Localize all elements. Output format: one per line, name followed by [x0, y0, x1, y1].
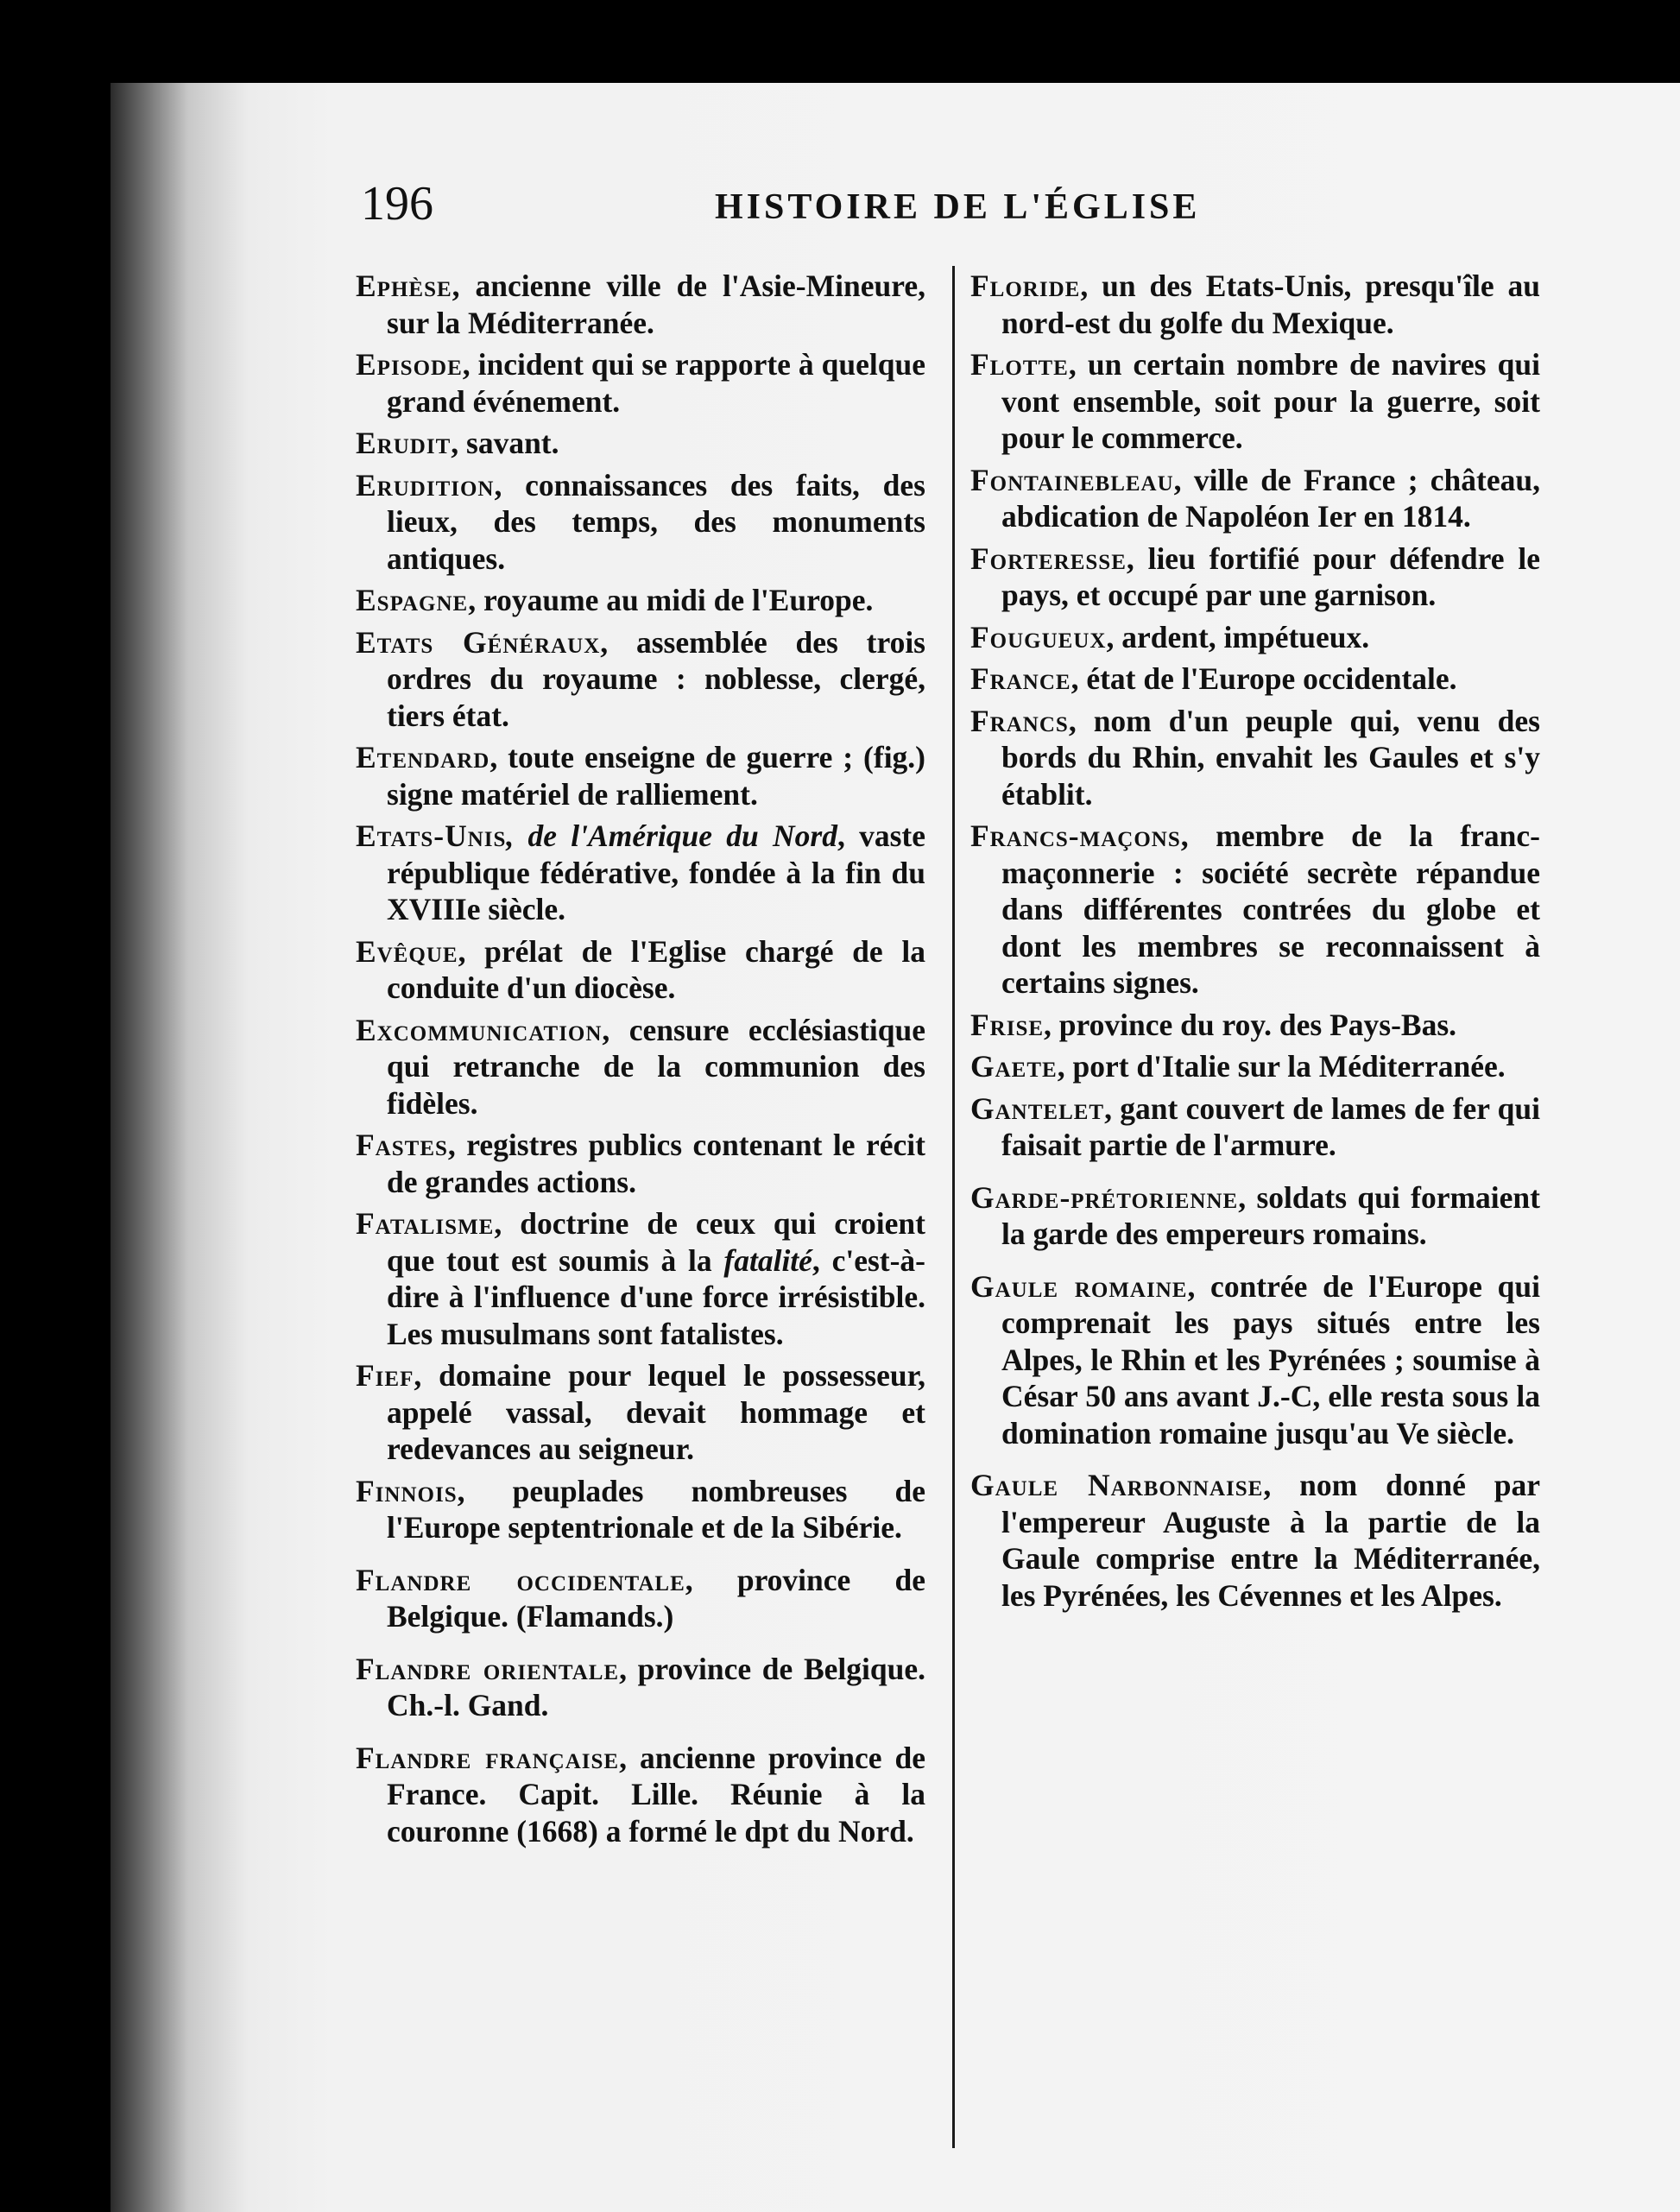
- entry-headword: Evêque: [356, 933, 458, 969]
- entry-definition: , nom donné par l'empereur Auguste à la partie de la Gaule comprise entre la Méditerranée, les Pyrénées, les Cévennes et les Alpes.: [1001, 1468, 1540, 1613]
- glossary-entry: [356, 467, 925, 578]
- entry-headword: Fastes: [356, 1128, 448, 1162]
- entry-headword: Excommunication: [356, 1012, 603, 1047]
- glossary-entry: [356, 1651, 925, 1724]
- glossary-entry: [970, 619, 1540, 656]
- entry-headword: Gaule romaine: [970, 1268, 1188, 1304]
- entry-definition: , censure ecclésiastique qui retranche de la communion des fidèles.: [387, 1012, 925, 1121]
- glossary-entry: [970, 268, 1540, 341]
- entry-headword: Fatalisme: [356, 1206, 495, 1241]
- glossary-entry: [356, 624, 925, 735]
- entry-headword: Fontainebleau: [970, 462, 1174, 497]
- running-title: HISTOIRE DE L'ÉGLISE: [715, 187, 1201, 227]
- entry-definition: , royaume au midi de l'Europe.: [468, 583, 874, 617]
- entry-definition: , doctrine de ceux qui croient que tout est soumis à la: [387, 1206, 925, 1278]
- glossary-entry: [356, 1205, 925, 1352]
- entry-definition: , assemblée des trois ordres du royaume : noblesse, clergé, tiers état.: [387, 624, 926, 733]
- glossary-entry: [356, 346, 925, 420]
- entry-headword: Gaule Narbonnaise: [970, 1468, 1264, 1502]
- entry-headword: Garde-prétorienne: [970, 1179, 1239, 1215]
- left-column: [356, 268, 925, 1855]
- glossary-entry: [356, 739, 925, 812]
- entry-headword: Episode: [356, 347, 463, 382]
- entry-headword: Flandre française: [356, 1740, 620, 1775]
- glossary-entry: [356, 1012, 925, 1122]
- glossary-entry: [970, 1268, 1540, 1452]
- entry-headword: Fougueux: [970, 619, 1107, 654]
- glossary-entry: [970, 462, 1540, 535]
- entry-definition: , province du roy. des Pays-Bas.: [1044, 1007, 1457, 1042]
- entry-definition: , lieu fortifié pour défendre le pays, et occupé par une garnison.: [1001, 540, 1540, 612]
- entry-definition: , prélat de l'Eglise chargé de la conduite d'un diocèse.: [387, 933, 925, 1005]
- entry-definition: , vaste république fédérative, fondée à la fin du XVIIIe siècle.: [387, 818, 925, 926]
- entry-headword: Ephèse: [356, 269, 452, 303]
- glossary-entry: [356, 1127, 925, 1200]
- glossary-entry: [970, 1007, 1540, 1044]
- entry-definition: , ancienne province de France. Capit. Lille. Réunie à la couronne (1668) a formé le dpt du Nord.: [387, 1740, 926, 1849]
- entry-headword: Etendard: [356, 740, 490, 774]
- entry-definition: , port d'Italie sur la Méditerranée.: [1057, 1049, 1506, 1084]
- right-column: [970, 268, 1540, 1619]
- entry-headword: Etats Généraux: [356, 624, 601, 660]
- entry-definition: , un des Etats-Unis, presqu'île au nord-est du golfe du Mexique.: [1001, 269, 1540, 340]
- entry-definition: , toute enseigne de guerre ; (fig.) signe matériel de ralliement.: [387, 740, 925, 812]
- glossary-entry: [356, 1562, 925, 1635]
- entry-definition-continued: , c'est-à-dire à l'influence d'une force irrésistible. Les musulmans sont fatalistes.: [387, 1242, 925, 1351]
- entry-definition-italic: , de l'Amérique du Nord: [506, 818, 837, 853]
- entry-definition: , incident qui se rapporte à quelque grand événement.: [387, 347, 925, 419]
- entry-definition: , ville de France ; château, abdication de Napoléon Ier en 1814.: [1001, 462, 1540, 534]
- entry-definition: , peuplades nombreuses de l'Europe septentrionale et de la Sibérie.: [387, 1473, 925, 1545]
- glossary-entry: [356, 1357, 925, 1468]
- entry-definition: , domaine pour lequel le possesseur, appelé vassal, devait hommage et redevances au seigneur.: [387, 1358, 925, 1466]
- glossary-entry: [356, 818, 925, 928]
- glossary-entry: [970, 1090, 1540, 1164]
- entry-headword: Francs-maçons: [970, 818, 1181, 853]
- entry-definition: , état de l'Europe occidentale.: [1071, 661, 1457, 696]
- entry-headword: Etats-Unis: [356, 818, 507, 853]
- glossary-entry: [356, 268, 925, 341]
- entry-headword: Gantelet: [970, 1090, 1105, 1126]
- entry-definition: , ardent, impétueux.: [1106, 619, 1370, 654]
- entry-definition: , savant.: [451, 426, 559, 460]
- page-header: [361, 176, 1328, 245]
- entry-headword: Erudition: [356, 467, 495, 502]
- entry-headword: Flandre occidentale: [356, 1562, 685, 1597]
- entry-headword: Flandre orientale: [356, 1651, 620, 1686]
- entry-headword: Francs: [970, 703, 1069, 738]
- entry-headword: Floride: [970, 269, 1081, 303]
- glossary-entry: [356, 425, 925, 462]
- entry-headword: Espagne: [356, 583, 469, 617]
- scanned-page: [111, 83, 1680, 2212]
- glossary-entry: [970, 660, 1540, 698]
- glossary-entry: [970, 703, 1540, 813]
- glossary-entry: [356, 933, 925, 1007]
- glossary-entry: [970, 818, 1540, 1002]
- glossary-entry: [970, 1179, 1540, 1253]
- entry-definition: , nom d'un peuple qui, venu des bords du Rhin, envahit les Gaules et s'y établit.: [1001, 703, 1540, 812]
- column-divider: [952, 266, 955, 2148]
- glossary-entry: [356, 582, 925, 619]
- entry-definition: , soldats qui formaient la garde des empereurs romains.: [1001, 1179, 1540, 1251]
- entry-italic-word: fatalité: [723, 1242, 812, 1278]
- entry-definition: , registres publics contenant le récit de grandes actions.: [387, 1128, 925, 1199]
- glossary-entry: [970, 540, 1540, 614]
- entry-headword: Frise: [970, 1007, 1045, 1042]
- entry-definition: , province de Belgique. Ch.-l. Gand.: [387, 1651, 925, 1722]
- entry-definition: , membre de la franc-maçonnerie : société secrète répandue dans différentes contrées du globe et dont les membres se reconnaissent à certains signes.: [1001, 818, 1540, 1000]
- entry-headword: Fief: [356, 1358, 414, 1393]
- entry-headword: France: [970, 661, 1071, 696]
- entry-definition: , province de Belgique. (Flamands.): [387, 1562, 925, 1634]
- glossary-entry: [970, 1467, 1540, 1614]
- entry-headword: Gaete: [970, 1049, 1058, 1084]
- page-number: 196: [361, 177, 433, 231]
- entry-definition: , connaissances des faits, des lieux, des temps, des monuments antiques.: [387, 467, 925, 576]
- entry-headword: Finnois: [356, 1473, 458, 1508]
- entry-headword: Erudit: [356, 426, 452, 460]
- entry-definition: , gant couvert de lames de fer qui faisait partie de l'armure.: [1001, 1090, 1540, 1162]
- glossary-entry: [970, 346, 1540, 457]
- glossary-entry: [970, 1048, 1540, 1085]
- entry-headword: Flotte: [970, 347, 1069, 382]
- glossary-entry: [356, 1473, 925, 1546]
- entry-definition: , ancienne ville de l'Asie-Mineure, sur la Méditerranée.: [387, 269, 925, 340]
- entry-definition: , un certain nombre de navires qui vont ensemble, soit pour la guerre, soit pour le commerce.: [1001, 347, 1540, 455]
- entry-headword: Forteresse: [970, 540, 1127, 576]
- glossary-entry: [356, 1740, 925, 1850]
- entry-definition: , contrée de l'Europe qui comprenait les pays situés entre les Alpes, le Rhin et les Pyrénées ; soumise à César 50 ans avant J.-C, elle resta sous la domination romaine jusqu'au Ve siècle.: [1001, 1268, 1540, 1450]
